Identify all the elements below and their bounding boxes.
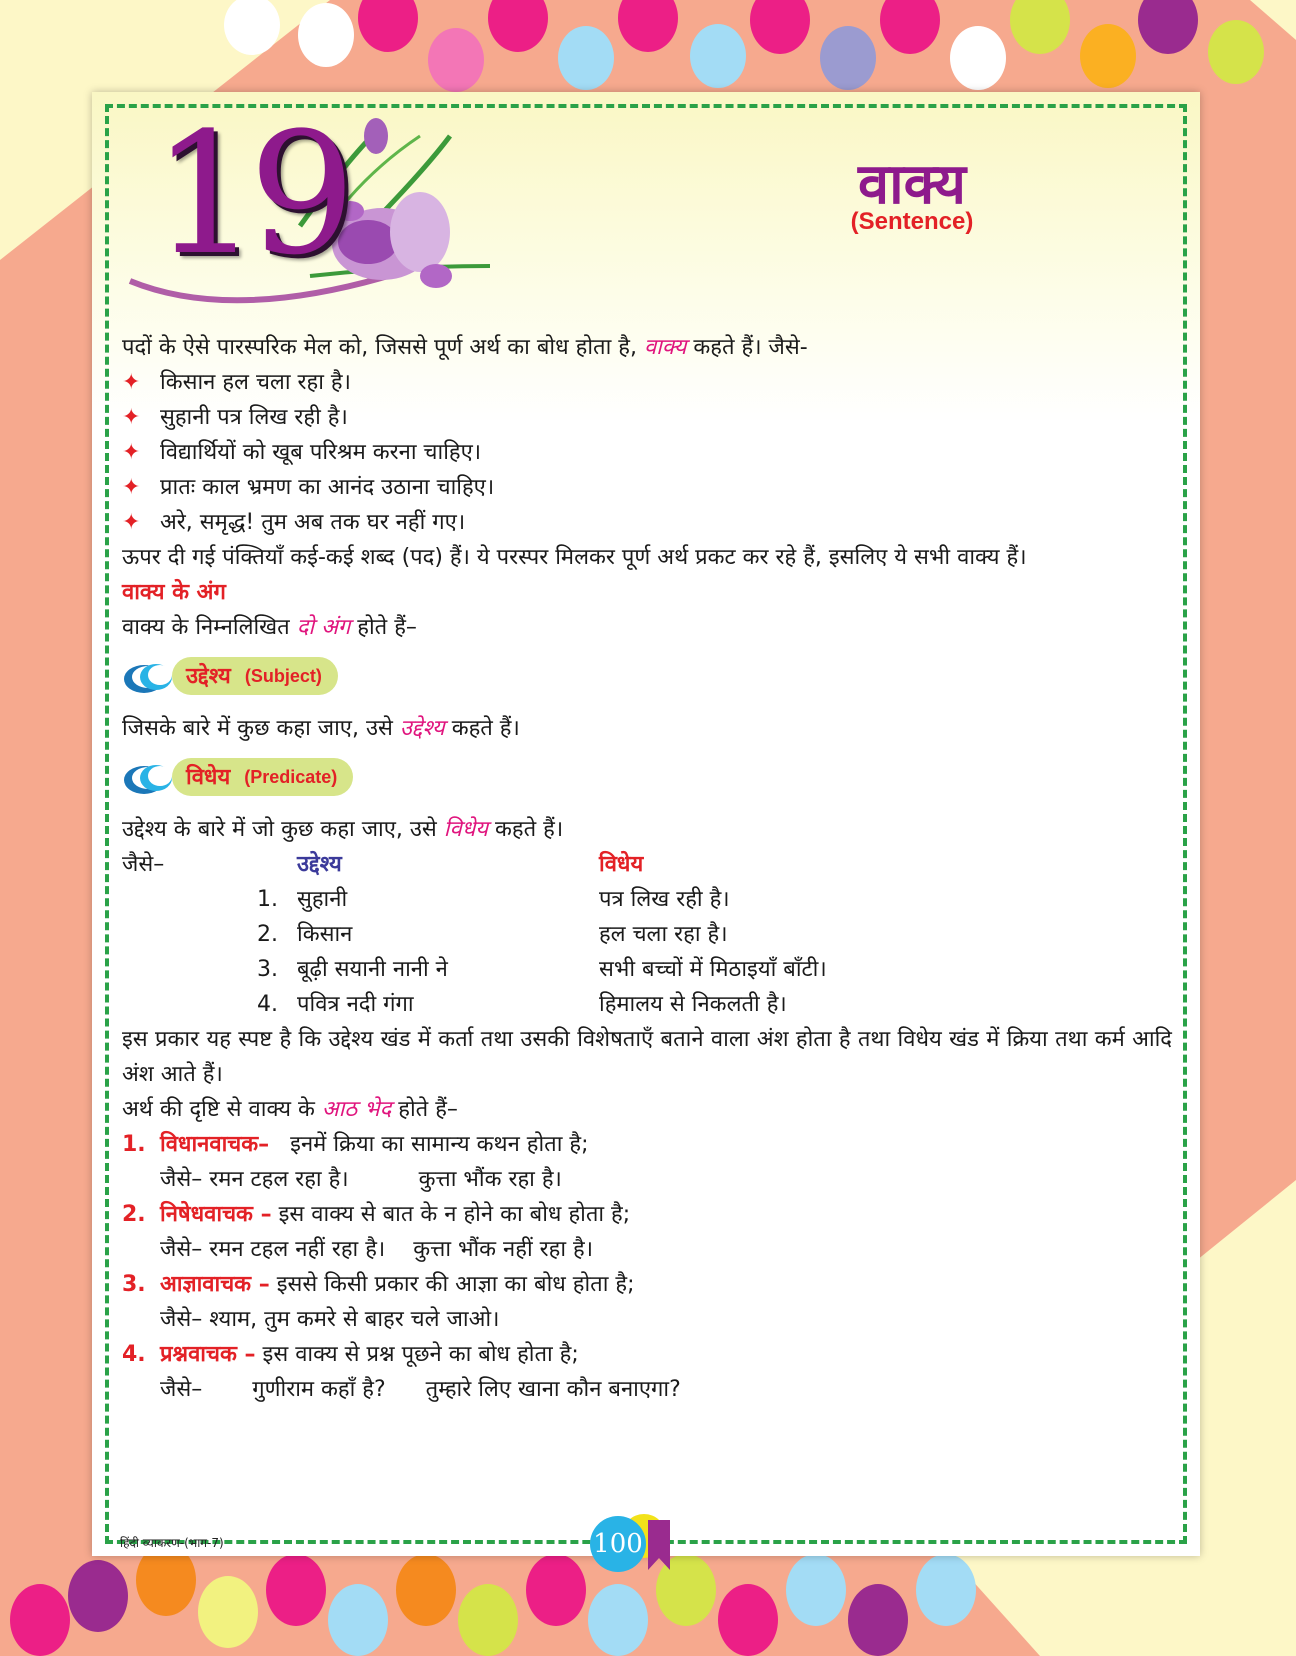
table-row: 4. पवित्र नदी गंगा हिमालय से निकलती है। <box>257 992 787 1017</box>
sentence-type-example: जैसे– श्याम, तुम कमरे से बाहर चले जाओ। <box>160 1307 500 1332</box>
book-title-footer: हिंदी व्याकरण-(भाग-7) <box>120 1536 224 1550</box>
subject-predicate-table <box>122 847 1172 1022</box>
star-bullet-icon: ✦ <box>122 475 141 500</box>
star-bullet-icon: ✦ <box>122 440 141 465</box>
sentence-type-heading: 2. निषेधवाचक – इस वाक्य से बात के न होने का बोध होता है; <box>122 1202 631 1227</box>
summary-paragraph: इस प्रकार यह स्पष्ट है कि उद्देश्य खंड में कर्ता तथा उसकी विशेषताएँ बताने वाला अंश होता है तथा विधेय खंड में क्रिया तथा कर्म आदि अंश आते हैं। <box>122 1027 1172 1087</box>
chapter-subtitle: (Sentence) <box>850 208 974 235</box>
star-bullet-icon: ✦ <box>122 370 141 395</box>
list-item: ✦ किसान हल चला रहा है। <box>122 365 1172 400</box>
subject-definition: जिसके बारे में कुछ कहा जाए, उसे उद्देश्य कहते हैं। <box>122 716 520 741</box>
table-row: 2. किसान हल चला रहा है। <box>257 922 728 947</box>
sentence-type-example: जैसे– गुणीराम कहाँ है? तुम्हारे लिए खाना कौन बनाएगा? <box>160 1377 681 1402</box>
star-bullet-icon: ✦ <box>122 405 141 430</box>
subject-pill: उद्देश्य (Subject) <box>172 657 338 695</box>
predicate-definition: उद्देश्य के बारे में जो कुछ कहा जाए, उसे विधेय कहते हैं। <box>122 817 564 842</box>
intro-term: वाक्य <box>643 335 687 360</box>
sentence-type-heading: 3. आज्ञावाचक – इससे किसी प्रकार की आज्ञा का बोध होता है; <box>122 1272 635 1297</box>
column-header-predicate: विधेय <box>599 852 644 877</box>
types-intro: अर्थ की दृष्टि से वाक्य के आठ भेद होते हैं– <box>122 1097 458 1122</box>
intro-paragraph: पदों के ऐसे पारस्परिक मेल को, जिससे पूर्ण अर्थ का बोध होता है, वाक्य कहते हैं। जैसे- <box>122 335 808 360</box>
list-item: ✦ अरे, समृद्ध! तुम अब तक घर नहीं गए। <box>122 505 1172 540</box>
list-item: ✦ विद्यार्थियों को खूब परिश्रम करना चाहिए। <box>122 435 1172 470</box>
predicate-pill: विधेय (Predicate) <box>172 758 353 796</box>
table-row: 1. सुहानी पत्र लिख रही है। <box>257 887 730 912</box>
star-bullet-icon: ✦ <box>122 510 141 535</box>
chapter-content <box>122 330 1172 1407</box>
swirl-icon <box>122 762 178 796</box>
list-item: ✦ सुहानी पत्र लिख रही है। <box>122 400 1172 435</box>
page-number: 100 <box>590 1516 646 1572</box>
examples-note: ऊपर दी गई पंक्तियाँ कई-कई शब्द (पद) हैं। ये परस्पर मिलकर पूर्ण अर्थ प्रकट कर रहे हैं, इसलिए ये सभी वाक्य हैं। <box>122 545 1027 570</box>
parts-heading: वाक्य के अंग <box>122 580 226 605</box>
sentence-type-heading: 1. विधानवाचक– इनमें क्रिया का सामान्य कथन होता है; <box>122 1132 589 1157</box>
column-header-subject: उद्देश्य <box>297 852 342 877</box>
chapter-number: 19 <box>152 96 346 292</box>
sentence-type-heading: 4. प्रश्नवाचक – इस वाक्य से प्रश्न पूछने का बोध होता है; <box>122 1342 579 1367</box>
predicate-heading <box>122 752 1172 808</box>
subject-heading <box>122 651 1172 707</box>
page-sheet <box>92 92 1200 1559</box>
parts-intro: वाक्य के निम्नलिखित दो अंग होते हैं– <box>122 615 417 640</box>
list-item: ✦ प्रातः काल भ्रमण का आनंद उठाना चाहिए। <box>122 470 1172 505</box>
swirl-icon <box>122 661 178 695</box>
sentence-type-example: जैसे– रमन टहल नहीं रहा है। कुत्ता भौंक नहीं रहा है। <box>160 1237 594 1262</box>
sentence-type-example: जैसे– रमन टहल रहा है। कुत्ता भौंक रहा है। <box>160 1167 562 1192</box>
chapter-title: वाक्य <box>857 152 967 217</box>
table-row: 3. बूढ़ी सयानी नानी ने सभी बच्चों में मिठाइयाँ बाँटी। <box>257 957 827 982</box>
table-header: जैसे– उद्देश्य विधेय <box>122 847 1172 882</box>
